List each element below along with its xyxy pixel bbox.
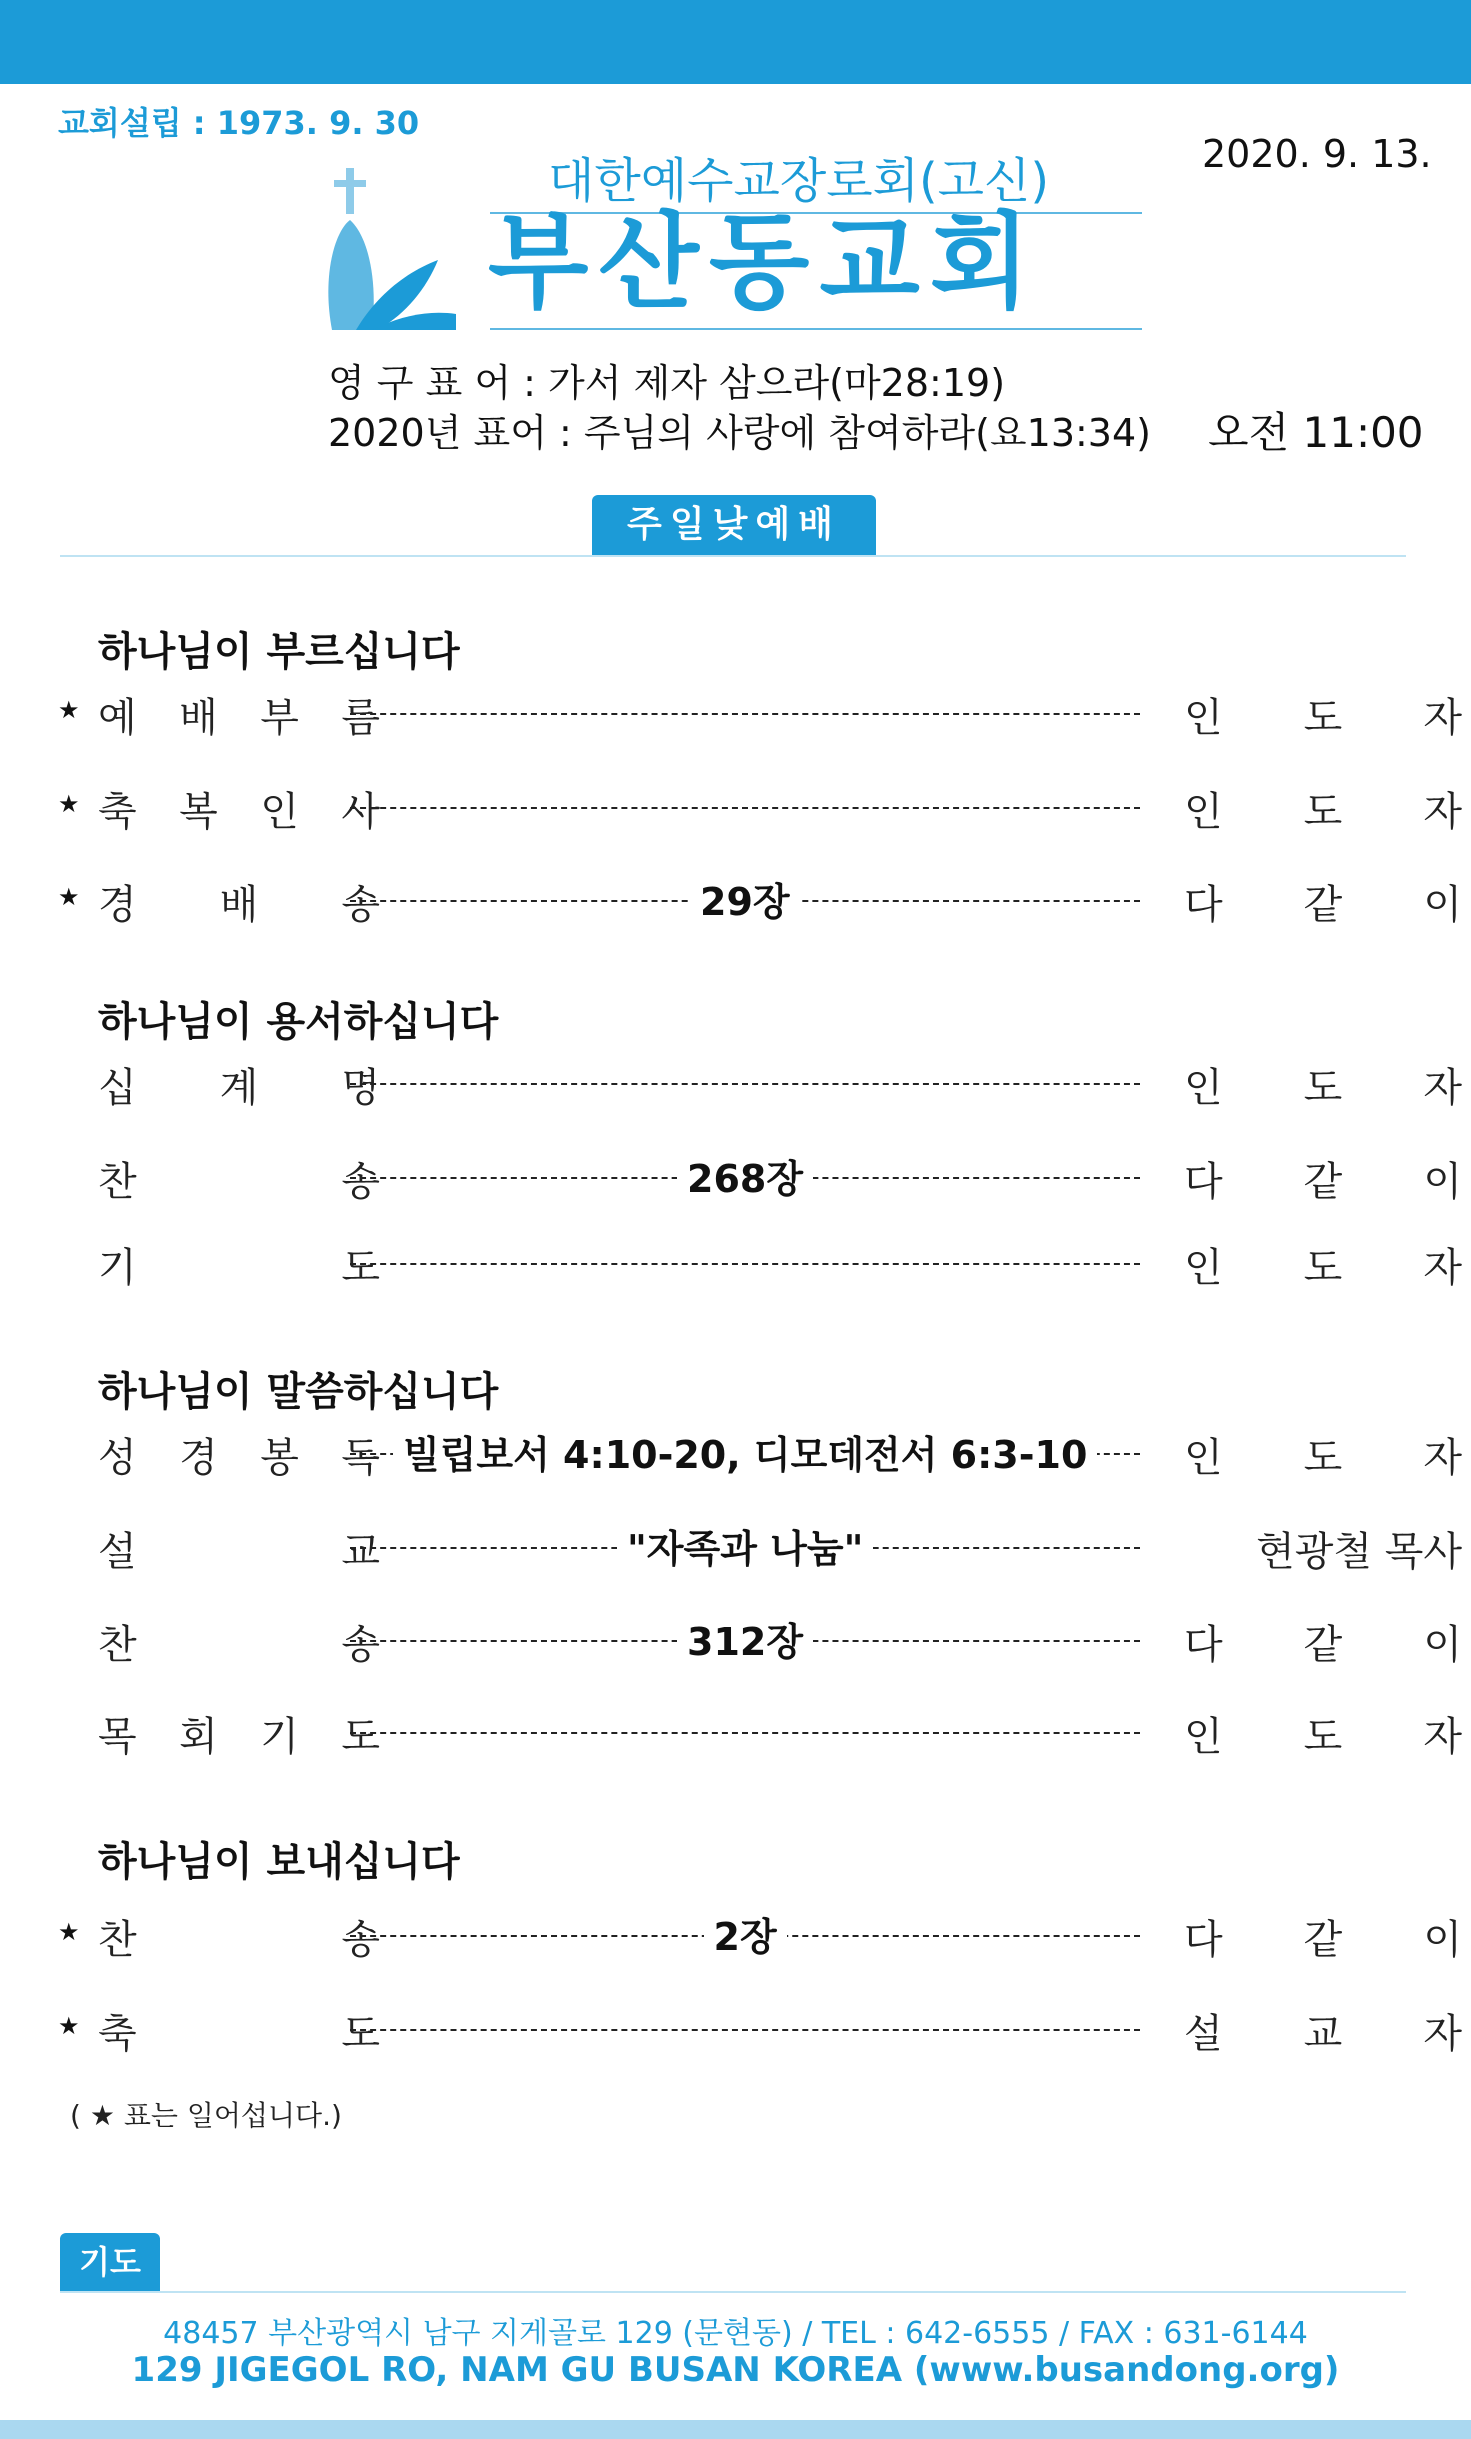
section-title: 하나님이 부르십니다 — [98, 629, 460, 675]
motto-2020: 2020년 표어 : 주님의 사랑에 참여하라(요13:34) — [328, 411, 1151, 455]
founding-date: 교회설립 : 1973. 9. 30 — [58, 104, 420, 142]
worship-item-name: 축 도 — [98, 2011, 380, 2057]
worship-item-detail: 빌립보서 4:10-20, 디모데전서 6:3-10 — [393, 1424, 1097, 1479]
bulletin-date: 2020. 9. 13. — [1202, 132, 1432, 176]
worship-item-leader: 설 교 자 — [1184, 2011, 1462, 2057]
worship-item-detail: 268장 — [677, 1148, 813, 1203]
worship-item-leader: 인 도 자 — [1184, 1714, 1462, 1760]
worship-item-detail: 29장 — [690, 871, 800, 926]
worship-item-leader: 다 같 이 — [1184, 1917, 1462, 1963]
worship-item-row — [58, 1998, 1462, 2058]
worship-item-name: 십 계 명 — [98, 1065, 380, 1111]
section-title: 하나님이 용서하십니다 — [98, 999, 499, 1045]
title-rule-bottom — [490, 328, 1142, 330]
worship-item-name: 성 경 봉 독 — [98, 1435, 380, 1481]
worship-item-row — [58, 1146, 1462, 1206]
worship-item-leader: 다 같 이 — [1184, 1159, 1462, 1205]
standing-star-icon: ★ — [58, 696, 80, 724]
worship-item-name: 찬 송 — [98, 1917, 380, 1963]
worship-item-leader: 다 같 이 — [1184, 882, 1462, 928]
bottom-color-bar — [0, 2420, 1471, 2439]
worship-item-leader: 현광철 목사 — [1256, 1529, 1462, 1575]
worship-item-detail: "자족과 나눔" — [617, 1518, 873, 1573]
dotted-leader — [350, 2029, 1140, 2031]
worship-item-name: 설 교 — [98, 1529, 380, 1575]
address-korean: 48457 부산광역시 남구 지게골로 129 (문현동) / TEL : 642-6555 / FAX : 631-6144 — [163, 2316, 1308, 2351]
worship-item-row — [58, 1052, 1462, 1112]
worship-item-name: 목 회 기 도 — [98, 1714, 380, 1760]
denomination-label: 대한예수교장로회(고신) — [548, 153, 1050, 209]
worship-item-name: 기 도 — [98, 1245, 380, 1291]
dotted-leader — [350, 807, 1140, 809]
worship-item-row — [58, 776, 1462, 836]
top-color-bar — [0, 0, 1471, 84]
worship-item-leader: 인 도 자 — [1184, 789, 1462, 835]
standing-star-icon: ★ — [58, 2012, 80, 2040]
worship-item-name: 찬 송 — [98, 1622, 380, 1668]
worship-item-leader: 인 도 자 — [1184, 1435, 1462, 1481]
worship-item-detail: 312장 — [677, 1611, 813, 1666]
worship-item-row — [58, 1609, 1462, 1669]
worship-item-row — [58, 1904, 1462, 1964]
worship-item-name: 찬 송 — [98, 1159, 380, 1205]
service-divider — [60, 555, 1406, 557]
dotted-leader — [350, 713, 1140, 715]
motto-permanent: 영 구 표 어 : 가서 제자 삼으라(마28:19) — [328, 361, 1006, 405]
section-title: 하나님이 보내십니다 — [98, 1839, 460, 1885]
worship-item-leader: 다 같 이 — [1184, 1622, 1462, 1668]
standing-note: ( ★ 표는 일어섭니다.) — [70, 2099, 342, 2132]
worship-item-row — [58, 1701, 1462, 1761]
worship-item-row — [58, 869, 1462, 929]
standing-star-icon: ★ — [58, 790, 80, 818]
standing-star-icon: ★ — [58, 1918, 80, 1946]
standing-star-icon: ★ — [58, 883, 80, 911]
worship-item-leader: 인 도 자 — [1184, 1245, 1462, 1291]
worship-item-leader: 인 도 자 — [1184, 695, 1462, 741]
worship-item-row — [58, 1516, 1462, 1576]
service-time: 오전 11:00 — [1208, 408, 1424, 457]
worship-item-row — [58, 1232, 1462, 1292]
church-name: 부산동교회 — [488, 201, 1041, 323]
worship-item-name: 경 배 송 — [98, 882, 380, 928]
worship-item-leader: 인 도 자 — [1184, 1065, 1462, 1111]
worship-item-name: 예 배 부 름 — [98, 695, 380, 741]
service-name-badge: 주일낮예배 — [592, 495, 876, 555]
worship-item-row — [58, 1422, 1462, 1482]
prayer-badge: 기도 — [60, 2233, 160, 2291]
dotted-leader — [350, 1263, 1140, 1265]
dotted-leader — [350, 1083, 1140, 1085]
footer-divider — [60, 2291, 1406, 2293]
worship-item-row — [58, 682, 1462, 742]
worship-item-name: 축 복 인 사 — [98, 789, 380, 835]
worship-item-detail: 2장 — [704, 1906, 787, 1961]
section-title: 하나님이 말씀하십니다 — [98, 1369, 499, 1415]
church-logo-icon — [316, 168, 456, 334]
dotted-leader — [350, 1732, 1140, 1734]
address-english: 129 JIGEGOL RO, NAM GU BUSAN KOREA (www.busandong.org) — [131, 2350, 1340, 2390]
